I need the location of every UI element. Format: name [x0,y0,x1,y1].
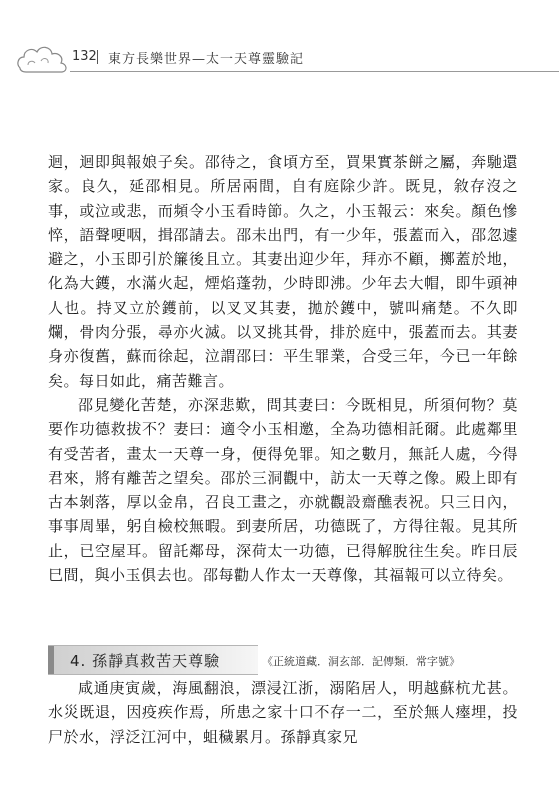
section-text [48,676,518,749]
header-separator [97,50,98,64]
paragraph: 咸通庚寅歲，海風翻浪，漂浸江浙，溺陷居人，明越蘇杭尤甚。水災既退，因疫疾作焉，所患之家十口不存一二，至於無人瘞埋，投尸於水，浮泛江河中，蛆穢累月。孫靜真家兄 [48,679,518,746]
section-source: 《正統道藏．洞玄部．記傳類．常字號》 [262,655,460,668]
section-heading [48,645,518,673]
running-title: 東方長樂世界—太一天尊靈驗記 [108,52,305,67]
section-title-box [48,645,258,675]
paragraph: 迴，迴即與報娘子矣。邵待之，食頃方至，買果實茶餅之屬，奔馳還家。良久，延邵相見。所居兩間，自有庭除少許。既見，敘存沒之事，或泣或悲，而頻令小玉看時節。久之，小玉報云：來矣。顏色慘悴，語聲哽咽，揖邵請去。邵未出門，有一少年，張蓋而入，邵忽遽避之，小玉即引於簾後且立。其妻出迎少年，拜亦不顧，擲蓋於地，化為大鑊，水滿火起，煙焰蓬勃，少時即沸。少年去大帽，即牛頭神人也。持叉立於鑊前，以叉叉其妻，拋於鑊中，號叫痛楚。不久即爛，骨肉分張，尋亦火滅。以叉挑其骨，排於庭中，張蓋而去。其妻身亦復舊，蘇而徐起，泣謂邵曰：平生罪業，合受三年，今已一年餘矣。每日如此，痛苦難言。 [48,153,518,390]
main-text [48,150,518,587]
cloud-ornament-icon [14,38,70,78]
paragraph: 邵見變化苦楚，亦深悲歎，問其妻曰：今既相見，所須何物？莫要作功德救拔不？妻曰：適令小玉相邀，全為功德相託爾。此處鄰里有受苦者，畫太一天尊一身，便得免罪。知之數月，無託人處，今得君來，將有離苦之望矣。邵於三洞觀中，訪太一天尊之像。殿上即有古本剝落，厚以金帛，召良工畫之，亦就觀設齋醮表祝。只三日內，事事周畢，躬自檢校無暇。到妻所居，功德既了，方得往報。見其所止，已空屋耳。留託鄰母，深荷太一功德，已得解脫往生矣。昨日辰巳間，與小玉俱去也。邵每勸人作太一天尊像，其福報可以立待矣。 [48,395,518,585]
section-title: 4. 孫靜真救苦天尊驗 [70,652,221,670]
header-rule [70,71,559,72]
page-number: 132 [72,49,97,64]
page-header [0,38,559,78]
